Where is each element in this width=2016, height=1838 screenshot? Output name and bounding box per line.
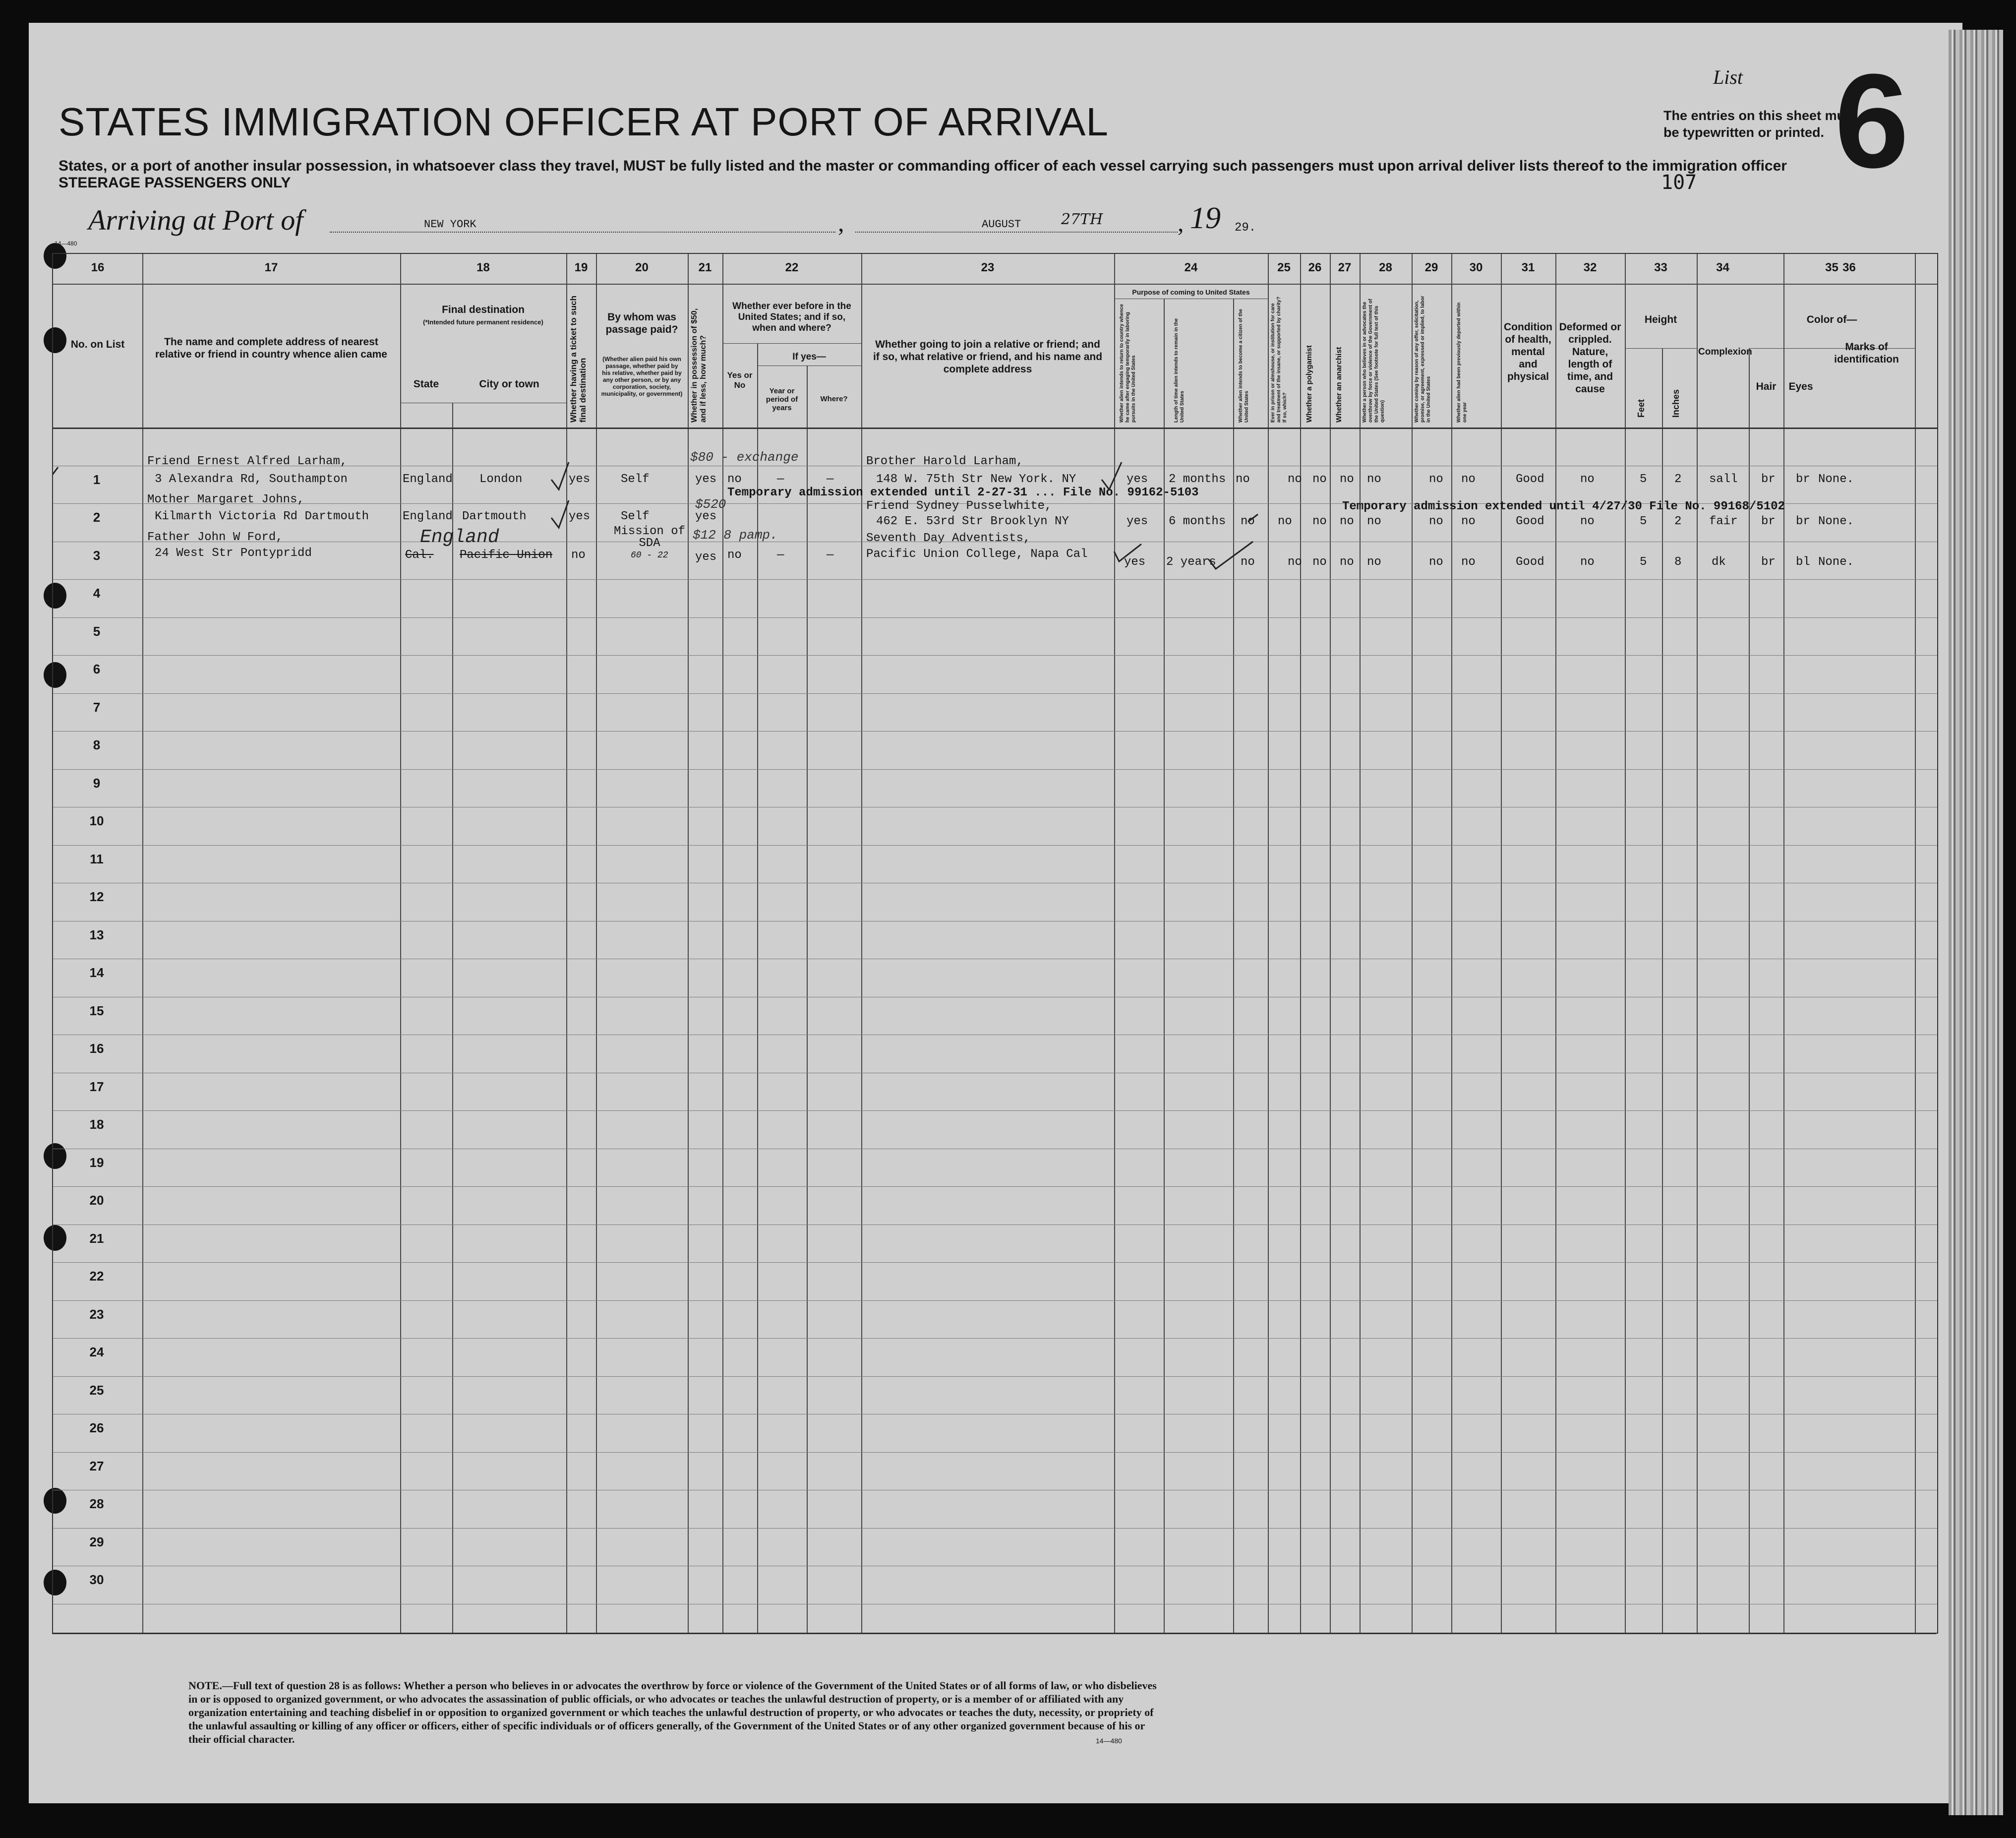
header-passage-paid-note: (Whether alien paid his own passage, whether paid by his relative, whether paid by any other person, or by any corporation, society, municipality, or government) (601, 356, 683, 397)
column-number: 23 (981, 261, 995, 274)
row-number: 24 (89, 1345, 104, 1359)
row-number: 25 (89, 1383, 104, 1398)
header-labor-offer: Whether coming by reason of any offer, solicitation, promise, or agreement, expressed or implied, to labor in the United States (1414, 296, 1431, 423)
entry-money: yes (695, 473, 717, 486)
entry-paid-by: Mission of SDA (613, 525, 686, 550)
entry-overthrow: no (1367, 515, 1381, 528)
entry-joining-address: Pacific Union College, Napa Cal (866, 548, 1088, 561)
row-divider (53, 845, 1937, 846)
column-number: 30 (1469, 261, 1483, 274)
row-divider (53, 1300, 1937, 1301)
header-marks: Marks of identification (1834, 341, 1899, 365)
entry-city: London (479, 473, 523, 486)
column-number: 27 (1338, 261, 1352, 274)
header-deported: Whether alien had been previously deported within one year (1456, 302, 1468, 423)
entry-deported: no (1461, 515, 1476, 528)
header-return-intent: Whether alien intends to return to country whence he came after engaging temporarily in laboring pursuits in the United States (1119, 304, 1136, 423)
entry-hair: br (1761, 473, 1776, 486)
entry-inches: 2 (1674, 515, 1682, 528)
date-line (855, 231, 1178, 233)
header-period: Year or period of years (766, 387, 798, 412)
row-divider (53, 693, 1937, 694)
column-number: 35 (1825, 261, 1838, 274)
entry-anarchist: no (1340, 555, 1354, 569)
arriving-label: Arriving at Port of (88, 204, 303, 236)
entry-ticket: no (571, 549, 586, 562)
row-number: 26 (89, 1420, 104, 1435)
entry-prison: no (1288, 555, 1302, 569)
header-color: Color of— (1806, 314, 1857, 325)
entry-length: 2 years (1166, 555, 1216, 569)
page-edges (1949, 30, 2003, 1815)
entry-inches: 2 (1674, 473, 1682, 486)
entry-money-note: $80 - exchange (690, 450, 799, 465)
row-divider (53, 1110, 1937, 1111)
entry-state-handwritten: England (420, 527, 499, 548)
header-nearest-relative: The name and complete address of nearest relative or friend in country whence alien came (155, 336, 387, 360)
entry-offer: no (1429, 515, 1443, 528)
form-code: 14—480 (1096, 1737, 1122, 1745)
column-number: 33 (1654, 261, 1667, 274)
row-number: 19 (89, 1155, 104, 1170)
list-label: List (1713, 66, 1743, 88)
entry-deformed: no (1580, 473, 1595, 486)
header-length-of-stay: Length of time alien intends to remain in the United States (1174, 318, 1185, 423)
row-number: 1 (93, 472, 101, 487)
column-number: 31 (1521, 261, 1535, 274)
row-number: 17 (89, 1079, 104, 1094)
entry-eyes: bl (1796, 555, 1810, 569)
entry-money: yes (695, 551, 717, 564)
column-number: 36 (1842, 261, 1856, 274)
row-number: 14 (89, 965, 104, 980)
entry-state: England (403, 510, 453, 523)
row-divider (53, 769, 1937, 770)
stamp-number: 107 (1661, 171, 1697, 194)
entry-before: no (727, 473, 742, 486)
header-state: State (413, 378, 439, 390)
header-city: City or town (479, 378, 539, 390)
comma: , (838, 209, 844, 237)
header-fifty-dollars: Whether in possession of $50, and if less, how much? (690, 308, 708, 423)
entry-length: 2 months (1169, 473, 1226, 486)
row-number: 13 (89, 927, 104, 942)
header-joining: Whether going to join a relative or friend; and if so, what relative or friend, and his name and complete address (873, 339, 1103, 375)
handwritten-marks (53, 254, 1937, 601)
row-number: 15 (89, 1003, 104, 1018)
row-number: 29 (89, 1534, 104, 1549)
entry-inches: 8 (1674, 555, 1682, 569)
entry-ticket: yes (569, 473, 591, 486)
entry-nearest-relative: Mother Margaret Johns, (147, 493, 304, 506)
entry-annotation: Temporary admission extended until 2-27-31 ... File No. 99162-5103 (727, 486, 1199, 499)
column-number: 34 (1716, 261, 1729, 274)
header-citizen-intent: Whether alien intends to become a citizen of the United States (1238, 309, 1249, 423)
column-number: 32 (1583, 261, 1597, 274)
entry-city: Dartmouth (462, 510, 527, 523)
entry-offer: no (1429, 473, 1443, 486)
check-mark (1248, 514, 1258, 522)
header-ticket: Whether having a ticket to such final destination (569, 296, 588, 423)
entry-period: — (777, 549, 784, 562)
entry-anarchist: no (1340, 473, 1354, 486)
entry-feet: 5 (1640, 515, 1647, 528)
entry-return: yes (1124, 555, 1146, 569)
entry-prison: no (1278, 515, 1292, 528)
entry-where: — (827, 549, 834, 562)
row-number: 5 (93, 624, 101, 639)
entry-nearest-relative: Father John W Ford, (147, 531, 283, 544)
entry-complexion: fair (1709, 515, 1738, 528)
entry-overthrow: no (1367, 555, 1381, 569)
entry-paid-by: Self (621, 510, 650, 523)
entry-feet: 5 (1640, 473, 1647, 486)
port-line (330, 231, 835, 233)
row-divider (53, 731, 1937, 732)
entry-period: — (777, 473, 784, 486)
column-number: 26 (1308, 261, 1322, 274)
row-divider (53, 1262, 1937, 1263)
entry-marks: None. (1818, 555, 1854, 569)
column-number: 28 (1379, 261, 1392, 274)
entry-health: Good (1516, 473, 1544, 486)
header-hair: Hair (1756, 381, 1777, 392)
entry-citizen: no (1241, 555, 1255, 569)
entry-citizen: no (1236, 473, 1250, 486)
row-divider (53, 1452, 1937, 1453)
day-value: 27TH (1061, 211, 1103, 228)
entry-marks: None. (1818, 515, 1854, 528)
entry-anarchist: no (1340, 515, 1354, 528)
entry-joining-address: 148 W. 75th Str New York. NY (876, 473, 1076, 486)
row-number: 7 (93, 700, 101, 715)
comma: , (1178, 209, 1184, 237)
row-number: 8 (93, 737, 101, 752)
row-number: 21 (89, 1231, 104, 1246)
entry-nearest-relative: Friend Ernest Alfred Larham, (147, 455, 348, 468)
port-value: NEW YORK (424, 218, 476, 231)
entry-joining-address: 462 E. 53rd Str Brooklyn NY (876, 515, 1069, 528)
row-number: 4 (93, 586, 101, 601)
check-mark (551, 500, 569, 528)
check-mark (1114, 544, 1141, 561)
column-number: 22 (785, 261, 799, 274)
header-polygamist: Whether a polygamist (1305, 345, 1313, 423)
entry-joining: Friend Sydney Pusselwhite, (866, 499, 1052, 513)
header-anarchist: Whether an anarchist (1335, 347, 1343, 423)
header-deformed: Deformed or crippled. Nature, length of time, and cause (1559, 321, 1621, 395)
row-number: 27 (89, 1459, 104, 1473)
column-number: 16 (91, 261, 105, 274)
entry-city: Pacific Union (460, 549, 553, 562)
entry-paid-by: Self (621, 473, 650, 486)
column-number: 20 (635, 261, 649, 274)
list-number: 6 (1835, 47, 1909, 196)
entry-money: yes (695, 510, 717, 523)
header-inches: Inches (1671, 389, 1681, 418)
row-number: 22 (89, 1269, 104, 1284)
entry-ticket: yes (569, 510, 591, 523)
entry-complexion: dk (1712, 555, 1726, 569)
row-divider (53, 1528, 1937, 1529)
entry-marks: None. (1818, 473, 1854, 486)
entry-annotation: Temporary admission extended until 4/27/30 File No. 99168/5102 (1342, 500, 1785, 513)
entry-health: Good (1516, 515, 1544, 528)
check-mark (1102, 462, 1122, 490)
entries-note-line: be typewritten or printed. (1663, 125, 1825, 140)
column-number: 18 (476, 261, 490, 274)
header-complexion: Complexion (1698, 347, 1752, 357)
header-passage-paid: By whom was passage paid? (605, 311, 678, 335)
header-height: Height (1644, 314, 1677, 325)
table-bottom-rule (52, 1633, 1936, 1634)
header-prison: Ever in prison or almshouse, or institution for care and treatment of the insane, or supported by charity? If so, which? (1270, 297, 1288, 423)
entry-deformed: no (1580, 555, 1595, 569)
form-code: 14—480 (55, 240, 77, 247)
entry-hair: br (1761, 555, 1776, 569)
entry-paid-by-note: 60 - 22 (631, 551, 668, 560)
column-number: 19 (574, 261, 588, 274)
row-number: 16 (89, 1041, 104, 1056)
header-where: Where? (820, 395, 848, 403)
row-divider (53, 1338, 1937, 1339)
entry-overthrow: no (1367, 473, 1381, 486)
entry-return: yes (1127, 473, 1148, 486)
header-feet: Feet (1636, 399, 1646, 418)
entry-return: yes (1127, 515, 1148, 528)
entry-where: — (827, 473, 834, 486)
form-subtitle: States, or a port of another insular possession, in whatsoever class they travel, MUST be fully listed and the master or commanding officer of each vessel carrying such passengers must upon arrival deliver lists thereof to the immigration officer (59, 158, 1787, 174)
header-if-yes: If yes— (792, 352, 826, 362)
entry-state: Cal. (405, 549, 434, 562)
entry-joining: Brother Harold Larham, (866, 455, 1023, 468)
check-mark (551, 462, 569, 490)
row-number: 20 (89, 1193, 104, 1208)
entry-polygamist: no (1312, 555, 1327, 569)
header-final-destination: Final destination (442, 304, 525, 315)
entry-feet: 5 (1640, 555, 1647, 569)
row-number: 30 (89, 1572, 104, 1587)
entry-money-note: $520 (695, 497, 726, 512)
header-yes-no: Yes or No (727, 370, 753, 390)
entry-polygamist: no (1312, 473, 1327, 486)
header-no-on-list: No. on List (70, 339, 125, 350)
entry-nearest-address: Kilmarth Victoria Rd Dartmouth (155, 510, 369, 523)
entry-state: England (403, 473, 453, 486)
row-number: 10 (89, 813, 104, 828)
column-number: 24 (1184, 261, 1198, 274)
footnote: NOTE.—Full text of question 28 is as follows: Whether a person who believes in or advocates the overthrow by force or violence of the Government of the United States or of all forms of law, or who disbelieves in or is opposed to organized government, or who advocates the assassination of public officials, or who advocates or teaches the unlawful destruction of property, or is a member of or affiliated with any organization entertaining and teaching disbelief in or opposition to organized government or which teaches the unlawful destruction of property, or who advocates or teaches the duty, necessity, or propriety of the unlawful assaulting or killing of any officer or officers, either of specific individuals or of officers generally, of the Government of the United States or of any other organized government because of his or their official character. (188, 1679, 1157, 1745)
entry-money-note: $12 8 pamp. (693, 528, 778, 543)
steerage-label: STEERAGE PASSENGERS ONLY (59, 175, 291, 191)
month-value: AUGUST (982, 218, 1021, 231)
entries-note (1663, 107, 1857, 141)
row-divider (53, 1376, 1937, 1377)
row-number: 3 (93, 548, 101, 563)
header-purpose: Purpose of coming to United States (1132, 288, 1250, 296)
row-divider (53, 1186, 1937, 1187)
entry-eyes: br (1796, 473, 1810, 486)
entry-offer: no (1429, 555, 1443, 569)
entry-nearest-address: 3 Alexandra Rd, Southampton (155, 473, 348, 486)
header-eyes: Eyes (1788, 381, 1813, 392)
row-number: 23 (89, 1307, 104, 1322)
check-mark (1208, 542, 1253, 569)
row-number: 11 (90, 852, 104, 866)
header-final-destination-note: (*Intended future permanent residence) (423, 318, 543, 326)
row-number: 28 (89, 1496, 104, 1511)
column-number: 17 (264, 261, 278, 274)
entry-health: Good (1516, 555, 1544, 569)
entry-citizen: no (1241, 515, 1255, 528)
row-number: 18 (89, 1117, 104, 1132)
form-title: STATES IMMIGRATION OFFICER AT PORT OF ARRIVAL (59, 100, 1109, 144)
entry-complexion: sall (1709, 473, 1738, 486)
row-number: 6 (93, 662, 101, 676)
header-overthrow: Whether a person who believes in or advocates the overthrow by force or violence of the Government of the United States (See footnote for full text of this question) (1362, 299, 1385, 423)
row-number: 9 (93, 776, 101, 791)
entry-nearest-address: 24 West Str Pontypridd (155, 547, 312, 560)
entry-eyes: br (1796, 515, 1810, 528)
row-divider (53, 617, 1937, 618)
entry-deported: no (1461, 555, 1476, 569)
header-before-in-us: Whether ever before in the United States; and if so, when and where? (732, 301, 851, 333)
entry-deformed: no (1580, 515, 1595, 528)
entry-polygamist: no (1312, 515, 1327, 528)
header-health: Condition of health, mental and physical (1504, 321, 1552, 382)
entry-prison: no (1288, 473, 1302, 486)
row-divider (53, 655, 1937, 656)
column-number: 29 (1424, 261, 1438, 274)
margin-tick-mark (53, 467, 58, 487)
entry-hair: br (1761, 515, 1776, 528)
year-prefix: 19 (1190, 201, 1221, 235)
column-number: 25 (1277, 261, 1291, 274)
entry-joining: Seventh Day Adventists, (866, 532, 1031, 545)
row-number: 2 (93, 510, 101, 525)
entry-before: no (727, 549, 742, 562)
year-suffix: 29. (1235, 221, 1256, 235)
entries-note-line: The entries on this sheet must (1663, 108, 1857, 123)
column-number: 21 (698, 261, 712, 274)
entry-length: 6 months (1169, 515, 1226, 528)
row-number: 12 (89, 889, 104, 904)
entry-deported: no (1461, 473, 1476, 486)
manifest-table (52, 253, 1938, 1634)
